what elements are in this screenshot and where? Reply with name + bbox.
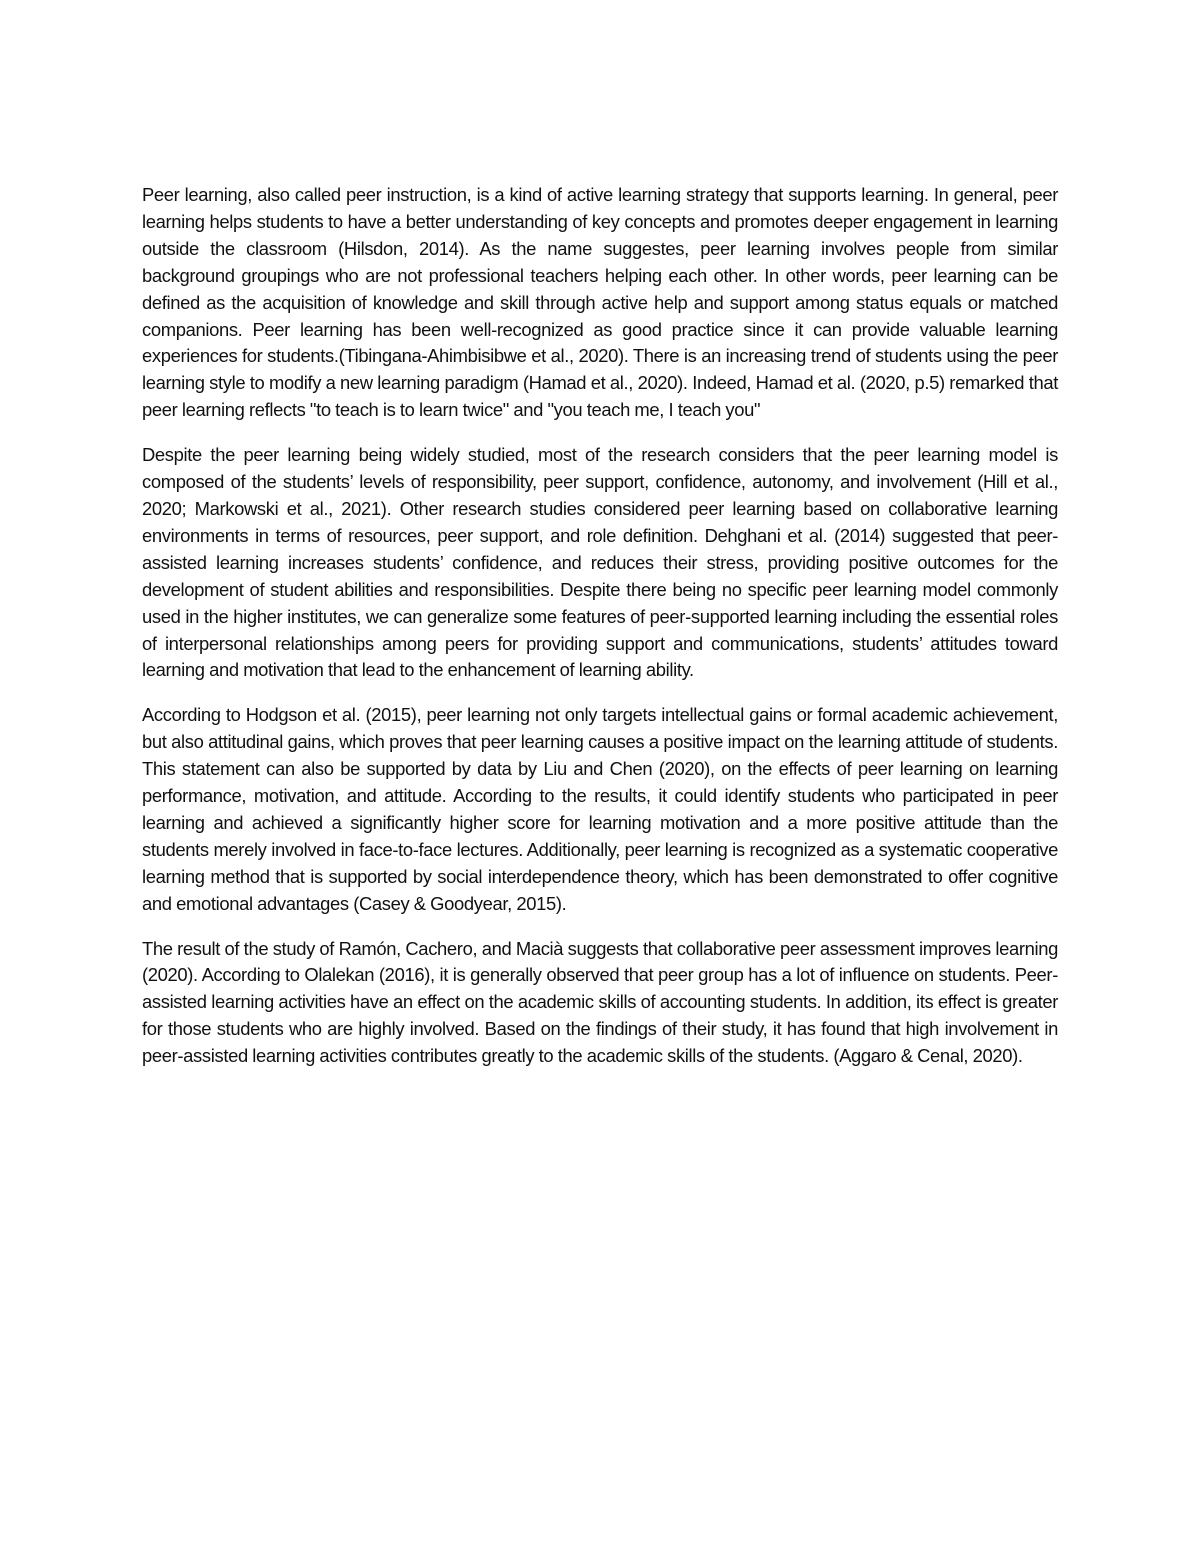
paragraph-peer-learning-definition: Peer learning, also called peer instruction, is a kind of active learning strategy that supports learning. In general, peer learning helps students to have a better understanding of key concepts and promotes deeper engagement in learning outside the classroom (Hilsdon, 2014). As the name suggestes, peer learning involves people from similar background groupings who are not professional teachers helping each other. In other words, peer learning can be defined as the acquisition of knowledge and skill through active help and support among status equals or matched companions. Peer learning has been well-recognized as good practice since it can provide valuable learning experiences for students.(Tibingana-Ahimbisibwe et al., 2020). There is an increasing trend of students using the peer learning style to modify a new learning paradigm (Hamad et al., 2020). Indeed, Hamad et al. (2020, p.5) remarked that peer learning reflects "to teach is to learn twice" and "you teach me, I teach you"	[142, 184, 1058, 421]
paragraph-peer-assessment: The result of the study of Ramón, Cachero, and Macià suggests that collaborative peer assessment improves learning (2020). According to Olalekan (2016), it is generally observed that peer group has a lot of influence on students. Peer-assisted learning activities have an effect on the academic skills of accounting students. In addition, its effect is greater for those students who are highly involved. Based on the findings of their study, it has found that high involvement in peer-assisted learning activities contributes greatly to the academic skills of the students. (Aggaro & Cenal, 2020).	[142, 937, 1058, 1067]
paragraph-attitudinal-gains: According to Hodgson et al. (2015), peer learning not only targets intellectual gains or formal academic achievement, but also attitudinal gains, which proves that peer learning causes a positive impact on the learning attitude of students. This statement can also be supported by data by Liu and Chen (2020), on the effects of peer learning on learning performance, motivation, and attitude. According to the results, it could identify students who participated in peer learning and achieved a significantly higher score for learning motivation and a more positive attitude than the students merely involved in face-to-face lectures. Additionally, peer learning is recognized as a systematic cooperative learning method that is supported by social interdependence theory, which has been demonstrated to offer cognitive and emotional advantages (Casey & Goodyear, 2015).	[142, 704, 1058, 914]
document-body	[142, 182, 1058, 1088]
paragraph-peer-learning-model: Despite the peer learning being widely studied, most of the research considers that the peer learning model is composed of the students’ levels of responsibility, peer support, confidence, autonomy, and involvement (Hill et al., 2020; Markowski et al., 2021). Other research studies considered peer learning based on collaborative learning environments in terms of resources, peer support, and role definition. Dehghani et al. (2014) suggested that peer-assisted learning increases students’ confidence, and reduces their stress, providing positive outcomes for the development of student abilities and responsibilities. Despite there being no specific peer learning model commonly used in the higher institutes, we can generalize some features of peer-supported learning including the essential roles of interpersonal relationships among peers for providing support and communications, students’ attitudes toward learning and motivation that lead to the enhancement of learning ability.	[142, 444, 1058, 681]
